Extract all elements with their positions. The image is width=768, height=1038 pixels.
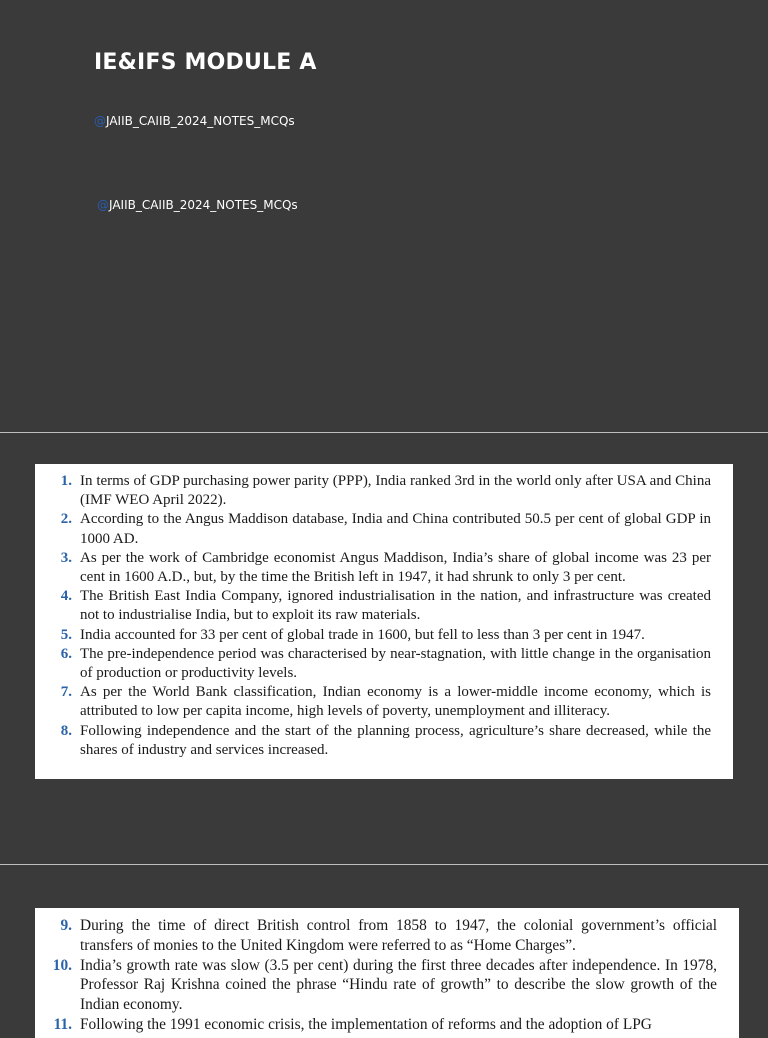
item-number: 7. — [60, 684, 72, 701]
item-number: 4. — [60, 588, 72, 605]
list-item — [43, 472, 711, 510]
channel-handle-link-secondary[interactable] — [97, 198, 298, 212]
item-number: 9. — [60, 917, 72, 934]
scanned-page-2 — [35, 908, 739, 1038]
scanned-page-1 — [35, 464, 733, 779]
item-number: 10. — [52, 956, 72, 974]
item-number: 5. — [60, 626, 72, 643]
item-number: 11. — [53, 1015, 72, 1033]
list-item — [43, 587, 711, 625]
item-text: India accounted for 33 per cent of global trade in 1600, but fell to less than 3 per cent in 1947. — [80, 626, 645, 643]
list-item — [43, 626, 711, 645]
item-text: As per the work of Cambridge economist Angus Maddison, India’s share of global income was 23 per cent in 1600 A.D., but, by the time the British left in 1947, it had shrunk to only 3 per cent. — [80, 549, 711, 586]
slide-divider — [0, 864, 768, 865]
item-number: 2. — [60, 511, 72, 528]
list-item — [43, 722, 711, 760]
list-item — [43, 510, 711, 548]
item-number: 8. — [60, 722, 72, 739]
item-number: 3. — [60, 549, 72, 566]
item-text: The pre-independence period was characterised by near-stagnation, with little change in the organisation of production or productivity levels. — [80, 645, 711, 682]
at-sign: @ — [97, 198, 109, 212]
list-item — [43, 683, 711, 721]
slide-title: IE&IFS MODULE A — [94, 50, 317, 75]
channel-handle-link[interactable] — [94, 114, 295, 128]
list-item — [43, 1015, 717, 1035]
item-text: The British East India Company, ignored industrialisation in the nation, and infrastructure was created not to industrialise India, but to exploit its raw materials. — [80, 588, 711, 624]
item-number: 6. — [60, 645, 72, 662]
list-item — [43, 549, 711, 587]
list-item — [43, 956, 717, 1015]
item-text: India’s growth rate was slow (3.5 per cent) during the first three decades after independence. In 1978, Professor Raj Krishna coined the phrase “Hindu rate of growth” to describe the slow growth of the Indian economy. — [80, 956, 717, 1014]
item-number: 1. — [60, 473, 72, 489]
at-sign: @ — [94, 114, 106, 128]
item-text: Following the 1991 economic crisis, the implementation of reforms and the adoption of LPG — [80, 1015, 652, 1033]
item-text: According to the Angus Maddison database, India and China contributed 50.5 per cent of global GDP in 1000 AD. — [80, 511, 711, 547]
item-text: As per the World Bank classification, Indian economy is a lower-middle income economy, which is attributed to low per capita income, high levels of poverty, unemployment and illiteracy. — [80, 684, 711, 720]
item-text: Following independence and the start of the planning process, agriculture’s share decreased, while the shares of industry and services increased. — [80, 722, 711, 758]
list-item — [43, 916, 717, 956]
slide-divider — [0, 432, 768, 433]
item-text: During the time of direct British control from 1858 to 1947, the colonial government’s official transfers of monies to the United Kingdom were referred to as “Home Charges”. — [80, 917, 717, 954]
channel-handle-text: JAIIB_CAIIB_2024_NOTES_MCQs — [109, 198, 298, 212]
list-item — [43, 645, 711, 683]
item-text: In terms of GDP purchasing power parity (PPP), India ranked 3rd in the world only after USA and China (IMF WEO April 2022). — [80, 473, 711, 509]
channel-handle-text: JAIIB_CAIIB_2024_NOTES_MCQs — [106, 114, 295, 128]
